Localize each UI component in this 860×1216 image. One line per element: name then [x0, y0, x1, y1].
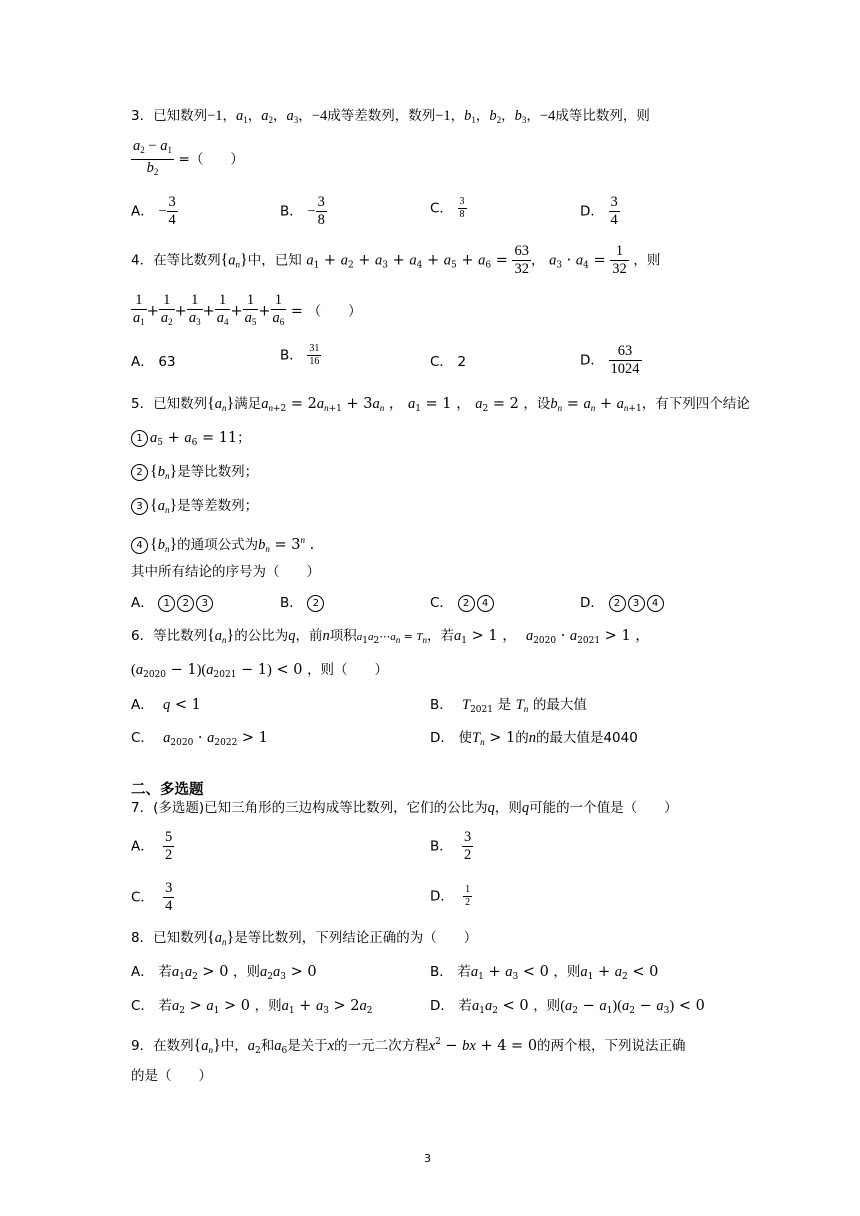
q5-option-c[interactable]: C． 2 4 [430, 593, 496, 613]
q4-expression: $\frac{1}{a_1}$ + $\frac{1}{a_2}$ + $\frac{1}{a_3}$ + $\frac{1}{a_4}$ + $\frac{1}{a_5}$ + $\frac{1}{a_6}$ = （ ） [133, 292, 362, 327]
q5-item-1: 1 $a_5 + a_6 = 11$； [131, 428, 251, 453]
q8-option-d[interactable]: D． 若$a_1a_2 < 0$ ，则$(a_2 - a_1)(a_2 - a_3) < 0$ [430, 998, 705, 1016]
q3-option-d[interactable]: D． $\frac{3}{4}$ [580, 194, 618, 228]
q5-stem: 5．已知数列$\{a_n\}$满足$a_{n+2} = 2a_{n+1} + 3a_n$ ， $a_1 = 1$ ， $a_2 = 2$ ，设$b_n = a_n + a_{n+1}$，有下列四个结论 [131, 395, 750, 414]
q6-option-c[interactable]: C． $a_{2020} \cdot a_{2022} > 1$ [131, 730, 268, 748]
q4-option-c[interactable]: C． 2 [430, 354, 467, 370]
q4-option-a[interactable]: A． 63 [131, 354, 176, 370]
q4-option-b[interactable]: B． $\frac{31}{16}$ [280, 343, 320, 367]
q6-option-d[interactable]: D． 使$T_n > 1$的n的最大值是4040 [430, 730, 638, 747]
q4-line1: 4．在等比数列$\{a_n\}$中，已知 $a_1 + a_2 + a_3 + a_4 + a_5 + a_6$ = $\frac{63}{32}$ ， $a_3 \cdot a_4$ = $\frac{1}{32}$ ，则 [131, 243, 661, 277]
q9-line1: 9．在数列$\{a_n\}$中，$a_2$和$a_6$是关于x的一元二次方程$x^2$ − bx + 4 = 0的两个根，下列说法正确 [131, 1037, 686, 1056]
q3-expression: $\frac{a_2 - a_1}{b_2}$ =（ ） [131, 138, 244, 181]
q9-line2: 的是（ ） [131, 1068, 212, 1084]
q8-option-b[interactable]: B． 若$a_1 + a_3 < 0$ ，则$a_1 + a_2 < 0$ [430, 964, 659, 982]
q3-option-c[interactable]: C． $\frac{3}{8}$ [430, 196, 465, 220]
q8-option-c[interactable]: C． 若$a_2 > a_1 > 0$ ，则$a_1 + a_3 > 2a_2$ [131, 998, 373, 1016]
q5-option-a[interactable]: A． 1 2 3 [131, 593, 215, 613]
q8-stem: 8．已知数列$\{a_n\}$是等比数列，下列结论正确的为（ ） [131, 929, 478, 947]
q3-fraction: $\frac{a_2 - a_1}{b_2}$ [133, 138, 172, 177]
q6-line1: 6．等比数列$\{a_n\}$的公比为q，前n项积$a_1a_2\cdots a_n = T_n$，若$a_1 > 1$ ， $a_{2020} \cdot a_{2021} > 1$ ， [131, 627, 650, 646]
q5-item-2: 2 $\{b_n\}$是等比数列； [131, 462, 258, 486]
q5-item-3: 3 $\{a_n\}$是等差数列； [131, 496, 258, 520]
circled-number-icon: 4 [131, 537, 148, 554]
circled-number-icon: 3 [131, 498, 148, 515]
q3-option-a[interactable]: A． − $\frac{3}{4}$ [131, 194, 176, 228]
q3-line1: 3．已知数列−1，$a_1$，$a_2$，$a_3$，−4成等差数列，数列−1，$b_1$，$b_2$，$b_3$，−4成等比数列，则 [131, 108, 650, 125]
q5-item-4: 4 $\{b_n\}$的通项公式为$b_n = 3^n$ . [131, 530, 314, 559]
circled-number-icon: 1 [131, 430, 148, 447]
q6-option-b[interactable]: B． $T_{2021}$ 是 $T_n$ 的最大值 [430, 697, 587, 715]
q7-stem: 7．(多选题)已知三角形的三边构成等比数列，它们的公比为q，则q可能的一个值是（ ） [131, 800, 678, 816]
page-number: 3 [424, 1152, 431, 1165]
q7-option-d[interactable]: D． $\frac{1}{2}$ [430, 884, 471, 908]
section-heading: 二、多选题 [131, 782, 204, 798]
q5-question: 其中所有结论的序号为（ ） [131, 564, 320, 580]
q7-option-a[interactable]: A． $\frac{5}{2}$ [131, 829, 173, 863]
q5-option-b[interactable]: B． 2 [280, 593, 326, 613]
q7-option-b[interactable]: B． $\frac{3}{2}$ [430, 829, 472, 863]
q4-option-d[interactable]: D． $\frac{63}{1024}$ [580, 343, 640, 377]
q6-line2: $(a_{2020} - 1)(a_{2021} - 1) < 0$ ，则（ ） [131, 662, 389, 680]
circled-number-icon: 2 [131, 464, 148, 481]
q8-option-a[interactable]: A． 若$a_1a_2 > 0$ ，则$a_2a_3 > 0$ [131, 964, 317, 982]
q6-option-a[interactable]: A． q < 1 [131, 697, 201, 713]
q5-option-d[interactable]: D． 2 3 4 [580, 593, 666, 613]
q3-option-b[interactable]: B． − $\frac{3}{8}$ [280, 194, 325, 228]
q7-option-c[interactable]: C． $\frac{3}{4}$ [131, 880, 173, 914]
